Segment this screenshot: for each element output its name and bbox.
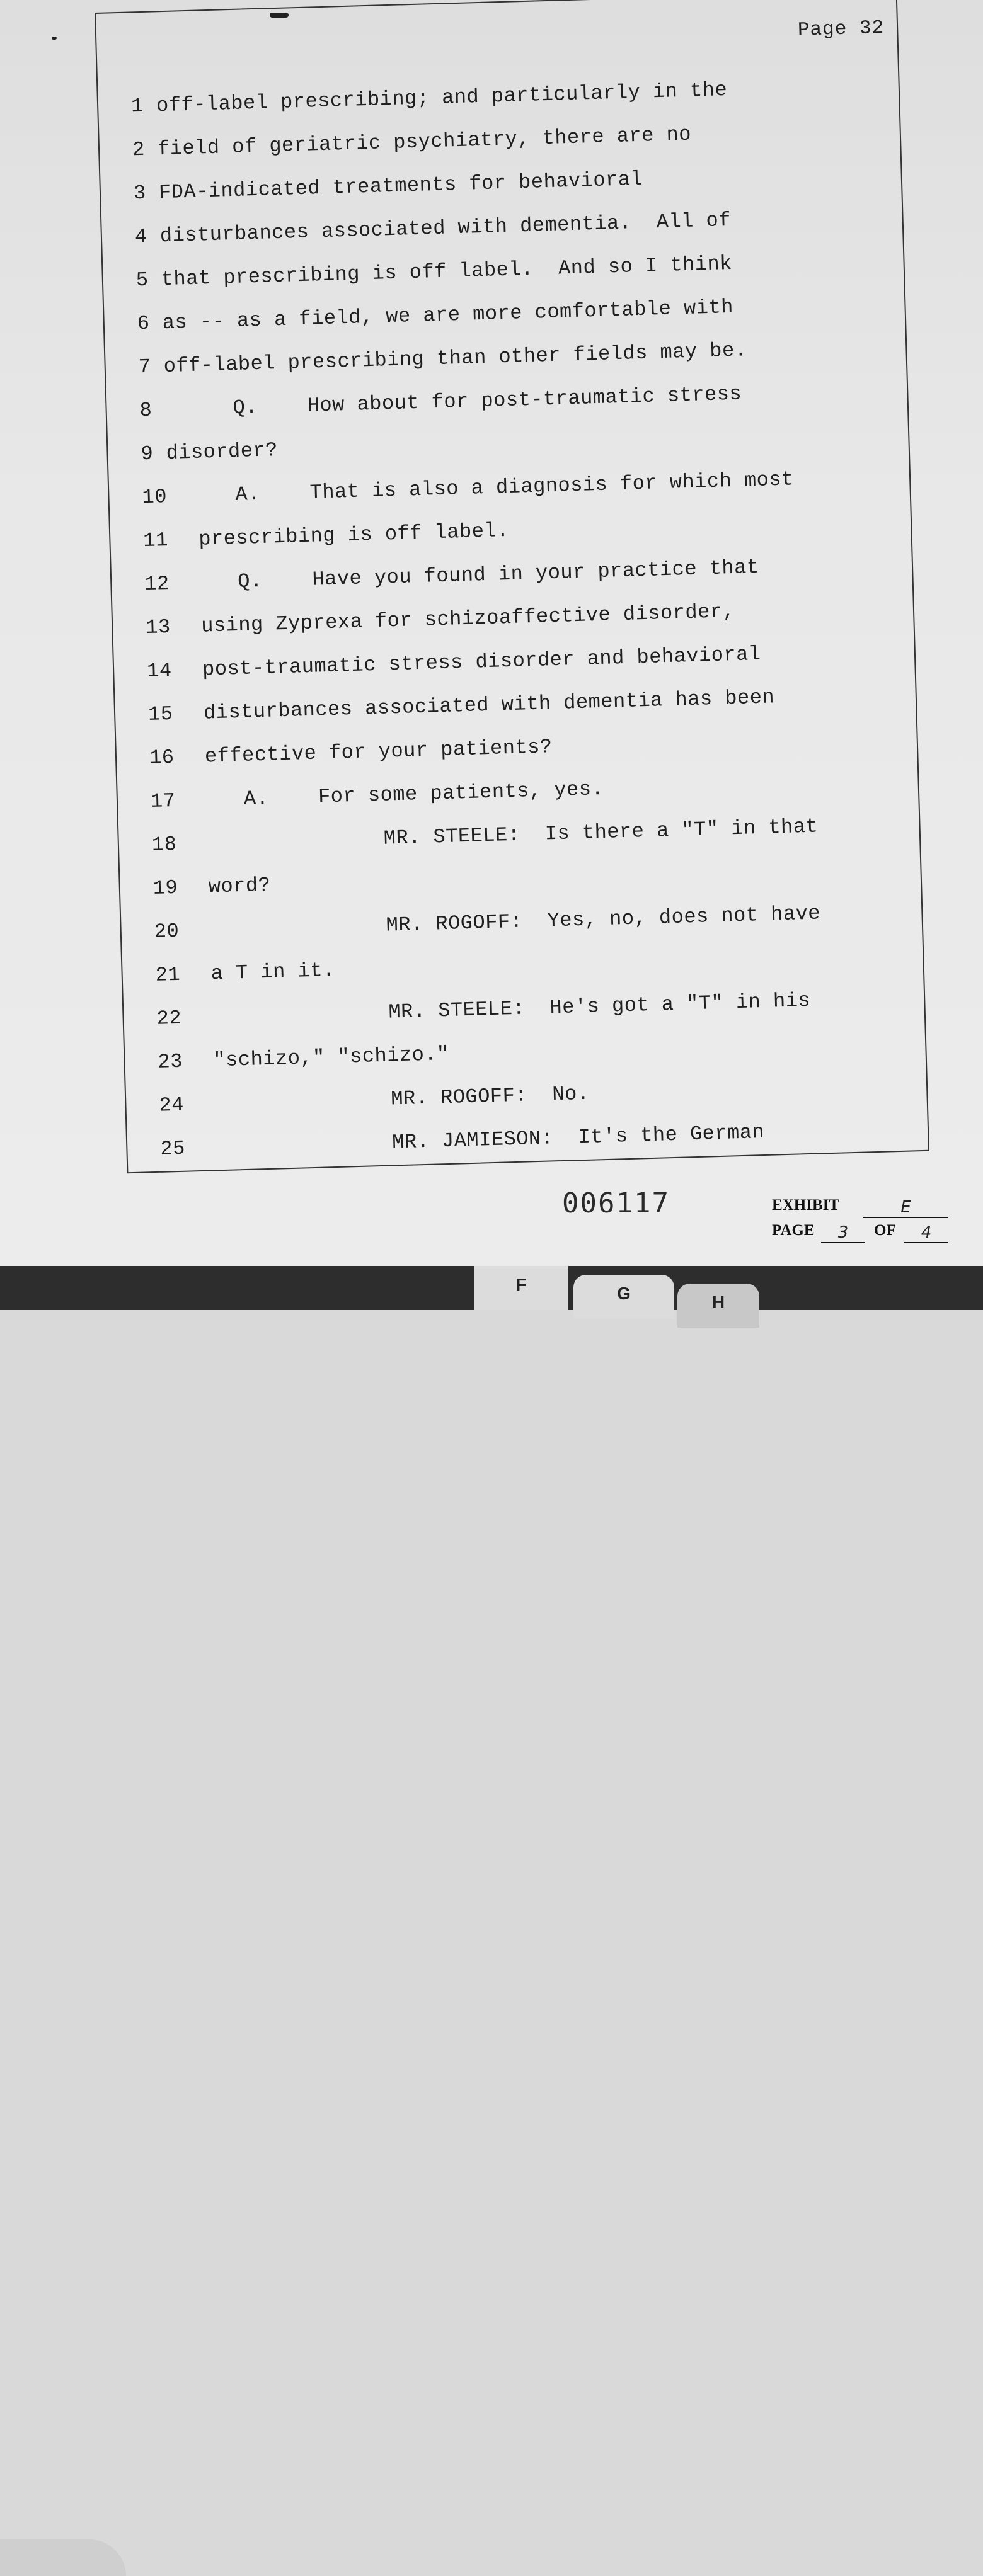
line-number: 22 [156, 1006, 182, 1030]
page-label: PAGE [772, 1222, 815, 1239]
line-number: 6 [137, 311, 151, 336]
exhibit-row [772, 1197, 961, 1222]
transcript-frame [95, 0, 929, 1173]
of-value: 4 [904, 1223, 948, 1243]
line-text: a T in it. [210, 958, 336, 986]
line-text: as -- as a field, we are more comfortable with [162, 295, 734, 335]
line-number: 8 [139, 398, 152, 423]
transcript-lines [98, 73, 899, 1161]
line-text: post-traumatic stress disorder and behavioral [202, 642, 762, 681]
line-text: FDA-indicated treatments for behavioral [158, 167, 643, 205]
line-text: disturbances associated with dementia. All of [159, 208, 732, 248]
page-value: 3 [821, 1223, 865, 1243]
exhibit-stamp [772, 1197, 961, 1247]
line-text: off-label prescribing than other fields may be. [163, 338, 747, 379]
line-number: 3 [133, 181, 147, 205]
tab-h[interactable]: H [677, 1284, 759, 1328]
line-number: 20 [154, 919, 180, 943]
line-text: MR. JAMIESON: It's the German [391, 1120, 765, 1154]
index-tabs [0, 1266, 983, 1310]
line-number: 2 [132, 137, 146, 162]
line-number: 21 [155, 962, 181, 987]
line-text: off-label prescribing; and particularly in the [156, 78, 728, 118]
tab-g[interactable]: G [573, 1275, 674, 1319]
line-number: 5 [135, 268, 149, 292]
line-number: 1 [130, 94, 144, 118]
line-text: field of geriatric psychiatry, there are no [157, 122, 692, 161]
line-text: MR. STEELE: Is there a "T" in that [383, 814, 819, 850]
line-number: 25 [159, 1136, 186, 1161]
paper-fold [0, 2539, 126, 2576]
page-number: Page 32 [797, 17, 885, 42]
line-text: MR. ROGOFF: No. [390, 1081, 590, 1111]
line-number: 4 [134, 224, 148, 249]
line-number: 23 [158, 1049, 183, 1074]
line-text: prescribing is off label. [198, 518, 510, 551]
line-number: 13 [145, 615, 171, 640]
exhibit-value: E [863, 1198, 948, 1218]
line-text: A. For some patients, yes. [243, 777, 604, 811]
line-number: 7 [138, 355, 151, 379]
line-number: 9 [141, 442, 154, 466]
line-text: Q. Have you found in your practice that [237, 555, 760, 593]
line-text: Q. How about for post-traumatic stress [233, 382, 742, 420]
line-text: MR. STEELE: He's got a "T" in his [388, 988, 811, 1024]
line-text: using Zyprexa for schizoaffective disorder, [200, 600, 735, 638]
exhibit-label: EXHIBIT [772, 1197, 839, 1214]
line-text: "schizo," "schizo." [213, 1042, 450, 1073]
line-text: A. That is also a diagnosis for which most [234, 467, 795, 507]
line-text: that prescribing is off label. And so I think [161, 251, 733, 292]
line-text: disturbances associated with dementia has been [203, 685, 775, 725]
bates-number: 006117 [562, 1187, 670, 1219]
of-label: OF [874, 1222, 896, 1239]
line-number: 10 [142, 485, 168, 510]
line-text: effective for your patients? [204, 735, 553, 768]
line-text: word? [208, 873, 271, 899]
line-number: 15 [147, 702, 174, 727]
line-number: 24 [158, 1093, 185, 1117]
exhibit-page-row [772, 1222, 961, 1247]
line-number: 19 [152, 875, 178, 900]
line-text: disorder? [166, 438, 279, 465]
tab-f[interactable]: F [474, 1266, 568, 1310]
line-number: 18 [151, 832, 177, 857]
line-number: 14 [146, 658, 173, 683]
punch-mark [52, 37, 57, 40]
line-number: 16 [149, 745, 175, 770]
line-number: 17 [150, 789, 176, 813]
line-number: 11 [142, 528, 169, 553]
document-page [0, 0, 983, 1266]
line-number: 12 [144, 572, 170, 596]
line-text: MR. ROGOFF: Yes, no, does not have [386, 901, 821, 937]
